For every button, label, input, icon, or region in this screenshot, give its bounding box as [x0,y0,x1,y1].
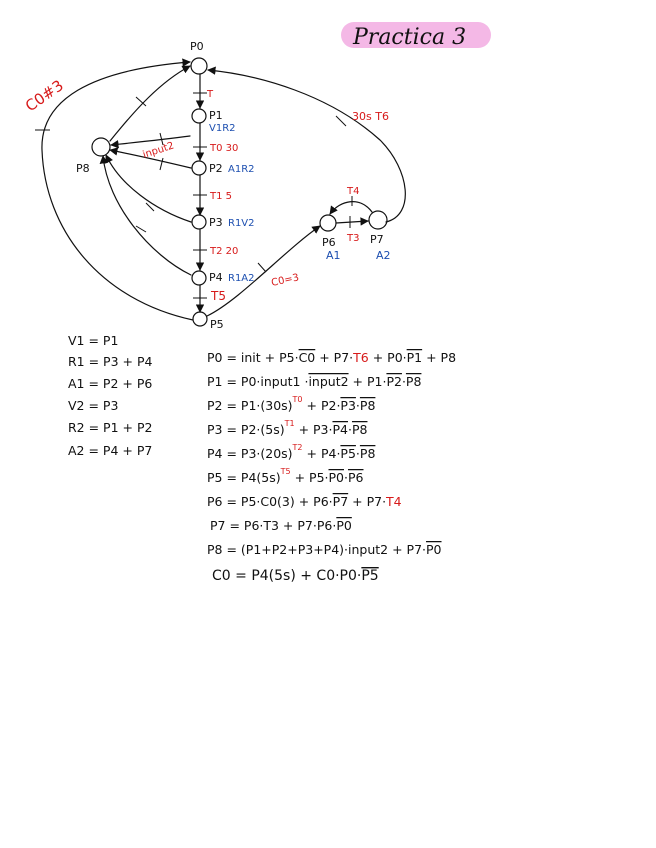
label-p2: P2 [209,162,223,175]
label-p1: P1 [209,109,223,122]
label-input2: input2 [141,140,176,161]
output-p7: A2 [376,249,391,262]
label-co3: C0#3 [21,76,67,116]
definition-r2: R2 = P1 + P2 [68,420,153,435]
definition-a2: A2 = P4 + P7 [68,443,153,458]
definition-v1: V1 = P1 [68,333,119,348]
label-t4: T4 [347,186,360,197]
place-p4 [192,271,206,285]
place-p1 [192,109,206,123]
label-t1: T1 5 [210,191,233,202]
equation-p6: P6 = P5·C0(3) + P6·P7 + P7·T4 [207,494,402,509]
definition-r1: R1 = P3 + P4 [68,354,153,369]
equation-p5: $P5 = P4(5s)^{T5} + P5\cdot P0\cdot P6$ [207,467,364,485]
transition-t6 [336,116,346,126]
equation-p7: P7 = P6·T3 + P7·P6·P0 [210,518,352,533]
equation-p0: P0 = init + P5·C0 + P7·T6 + P0·P1 + P8 [207,350,457,365]
arc-p8-p0 [110,66,190,141]
definition-v2: V2 = P3 [68,398,119,413]
arc-p7-p6 [330,202,372,214]
place-p2 [192,161,206,175]
place-p8 [92,138,110,156]
equation-p2: $P2 = P1\cdot(30s)^{T0} + P2\cdot P3\cdot P8$ [207,395,376,413]
label-p3: P3 [209,216,223,229]
place-p7 [369,211,387,229]
transition-p2-p8 [160,158,163,170]
definition-a1: A1 = P2 + P6 [68,376,153,391]
label-t0: T0 30 [210,143,239,154]
arc-p4-p8 [103,156,191,275]
place-p5 [193,312,207,326]
equation-p1: P1 = P0·input1 ·input2 + P1·P2·P8 [207,374,422,389]
output-p1: V1R2 [209,123,236,134]
label-t3: T3 [347,233,360,244]
label-c0: C0=3 [270,272,301,289]
output-p2: A1R2 [228,164,255,175]
label-p0: P0 [190,40,204,53]
transition-c0 [258,263,266,272]
arc-p6-p7 [336,221,368,223]
equation-c0: C0 = P4(5s) + C0·P0·P5 [212,568,379,584]
label-p7: P7 [370,233,384,246]
label-t5: T5 [211,289,226,303]
place-p0 [191,58,207,74]
label-t2: T2 20 [210,246,239,257]
place-p6 [320,215,336,231]
label-p5: P5 [210,318,224,331]
equation-p8: P8 = (P1+P2+P3+P4)·input2 + P7·P0 [207,542,442,557]
arc-p1-p8 [111,136,190,145]
output-p4: R1A2 [228,273,255,284]
label-p8: P8 [76,162,90,175]
arc-p5-p0-loop [42,62,193,320]
output-p6: A1 [326,249,341,262]
label-p4: P4 [209,271,223,284]
output-p3: R1V2 [228,218,255,229]
label-transition-t: T [207,89,214,100]
equation-p4: $P4 = P3\cdot(20s)^{T2} + P4\cdot P5\cdot P8$ [207,443,376,461]
label-t6: 30s T6 [352,110,389,123]
page-title: Practica 3 [353,25,467,50]
equation-p3: $P3 = P2\cdot(5s)^{T1} + P3\cdot P4\cdot P8$ [207,419,368,437]
label-p6: P6 [322,236,336,249]
place-p3 [192,215,206,229]
